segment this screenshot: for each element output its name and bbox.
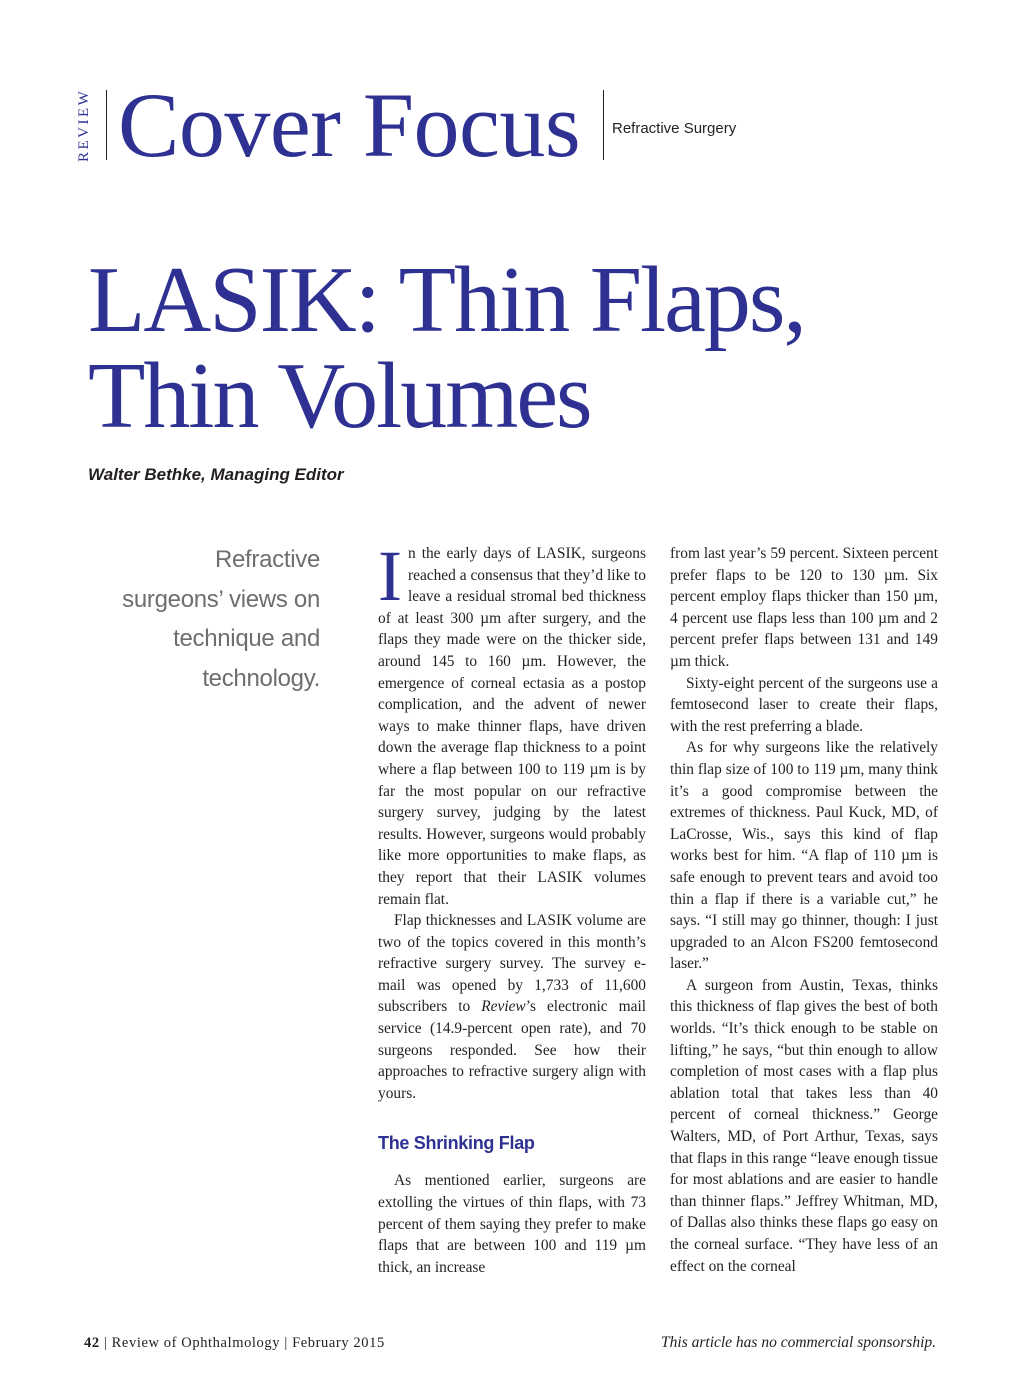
- article-title-line-1: LASIK: Thin Flaps,: [88, 248, 805, 352]
- issue-date: February 2015: [292, 1335, 385, 1351]
- paragraph: As for why surgeons like the relatively thin flap size of 100 to 119 µm, many think it’s a good compromise between the extremes of thickness. Paul Kuck, MD, of LaCrosse, Wis., says this kind of flap works best for him. “A flap of 110 µm is safe enough to prevent tears and avoid too thin a flap if there is a variable cut,” he says. “I still may go thinner, though: I just upgraded to an Alcon FS200 femtosecond laser.”: [670, 739, 938, 973]
- sponsorship-disclaimer: This article has no commercial sponsorship.: [661, 1334, 936, 1351]
- paragraph-text: ’s electronic mail service (14.9-percent open rate), and 70 surgeons responded. See how their approaches to refractive surgery align with yours.: [378, 998, 646, 1102]
- section-label: Refractive Surgery: [612, 120, 737, 137]
- drop-cap: I: [378, 536, 402, 616]
- subhead: The Shrinking Flap: [378, 1133, 535, 1154]
- paragraph: A surgeon from Austin, Texas, thinks this thickness of flap gives the best of both worlds. “It’s thick enough to be stable on lifting,” he says, “but thin enough to allow completion of most cases with a flap plus ablation total that takes less than 40 percent of corneal thickness.” George Walters, MD, of Port Arthur, Texas, says that flaps in this range “leave enough tissue for most ablations and are easier to handle than thinner flaps.” Jeffrey Whitman, MD, of Dallas also thinks these flaps go easy on the corneal surface. “They have less of an effect on the corneal: [670, 976, 938, 1275]
- paragraph: from last year’s 59 percent. Sixteen percent prefer flaps to be 120 to 130 µm. Six percent employ flaps thicker than 150 µm, 4 percent use flaps less than 100 µm and 2 percent prefer flaps between 131 and 149 µm thick.: [670, 545, 938, 670]
- byline: Walter Bethke, Managing Editor: [88, 465, 344, 484]
- publication-name: Review: [481, 998, 526, 1016]
- paragraph: [378, 536, 646, 910]
- article-column-2: [670, 543, 938, 1277]
- header-divider-left: [106, 90, 107, 160]
- paragraph: As mentioned earlier, surgeons are extolling the virtues of thin flaps, with 73 percent of them saying they prefer to make flaps that are between 100 and 119 µm thick, an increase: [378, 1172, 646, 1276]
- article-title: [88, 248, 805, 448]
- article-column-1: [378, 536, 646, 1278]
- paragraph-text: n the early days of LASIK, surgeons reached a consensus that they’d like to leave a residual stromal bed thickness of at least 300 µm after surgery, and the flaps they made were on the thicker side, around 145 to 160 µm. However, the emergence of corneal ectasia as a postop complication, and the advent of newer ways to make thinner flaps, have driven down the average flap thickness to a point where a flap between 100 to 119 µm is by far the most popular on our refractive surgery survey, judging by the latest results. However, surgeons would probably like more opportunities to make flaps, as they report that their LASIK volumes remain flat.: [378, 545, 646, 908]
- publication-name: Review of Ophthalmology: [111, 1335, 281, 1351]
- page-number: 42: [84, 1335, 100, 1351]
- department-title: Cover Focus: [118, 74, 581, 176]
- review-label: REVIEW: [76, 88, 92, 162]
- deck-text: Refractive surgeons’ views on technique and technology.: [122, 546, 320, 692]
- paragraph-text: Flap thicknesses and LASIK volume are two of the topics covered in this month’s refractive surgery survey. The survey e-mail was opened by 1,733 of 11,600 subscribers to: [378, 912, 646, 1016]
- page-footer: 42 | Review of Ophthalmology | February 2015: [84, 1335, 385, 1351]
- header-divider-right: [603, 90, 604, 160]
- paragraph: [378, 910, 646, 1104]
- paragraph: Sixty-eight percent of the surgeons use a femtosecond laser to create their flaps, with the rest preferring a blade.: [670, 674, 938, 735]
- article-title-line-2: Thin Volumes: [88, 344, 591, 448]
